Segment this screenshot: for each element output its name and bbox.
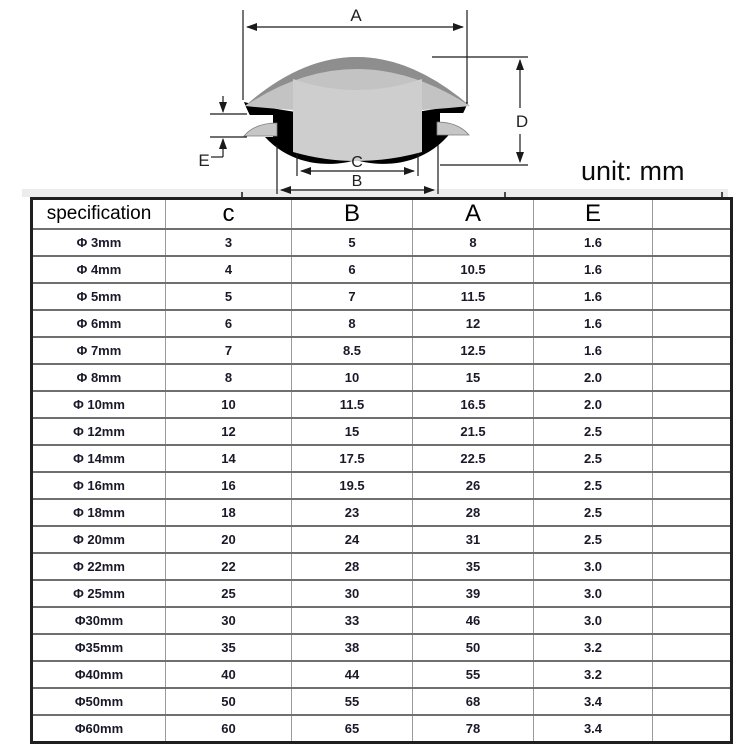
spec-cell: Φ 20mm — [32, 526, 166, 553]
spec-cell: Φ40mm — [32, 661, 166, 688]
table-row — [32, 688, 732, 715]
value-cell: 7 — [166, 337, 292, 364]
value-cell — [653, 499, 732, 526]
value-cell: 35 — [413, 553, 534, 580]
spec-cell: Φ 14mm — [32, 445, 166, 472]
value-cell: 16.5 — [413, 391, 534, 418]
value-cell: 11.5 — [413, 283, 534, 310]
value-cell: 19.5 — [292, 472, 413, 499]
value-cell: 8 — [166, 364, 292, 391]
spec-cell: Φ 4mm — [32, 256, 166, 283]
value-cell: 21.5 — [413, 418, 534, 445]
value-cell: 2.5 — [534, 418, 653, 445]
value-cell: 12 — [413, 310, 534, 337]
value-cell: 3.4 — [534, 715, 653, 743]
table-row — [32, 418, 732, 445]
column-header: c — [166, 199, 292, 230]
value-cell: 40 — [166, 661, 292, 688]
value-cell — [653, 283, 732, 310]
value-cell: 10.5 — [413, 256, 534, 283]
value-cell: 8 — [292, 310, 413, 337]
spec-table — [30, 197, 733, 744]
table-row — [32, 310, 732, 337]
value-cell: 12 — [166, 418, 292, 445]
value-cell: 60 — [166, 715, 292, 743]
table-row — [32, 337, 732, 364]
value-cell — [653, 688, 732, 715]
value-cell: 50 — [413, 634, 534, 661]
table-row — [32, 256, 732, 283]
table-row — [32, 391, 732, 418]
dim-C-label: C — [351, 154, 363, 171]
value-cell — [653, 229, 732, 256]
value-cell: 33 — [292, 607, 413, 634]
value-cell — [653, 634, 732, 661]
value-cell: 8 — [413, 229, 534, 256]
value-cell: 11.5 — [292, 391, 413, 418]
table-row — [32, 607, 732, 634]
table-row — [32, 715, 732, 743]
value-cell: 2.5 — [534, 472, 653, 499]
value-cell — [653, 580, 732, 607]
value-cell: 25 — [166, 580, 292, 607]
value-cell: 5 — [166, 283, 292, 310]
value-cell: 4 — [166, 256, 292, 283]
value-cell: 2.0 — [534, 391, 653, 418]
value-cell: 14 — [166, 445, 292, 472]
spec-cell: Φ 12mm — [32, 418, 166, 445]
value-cell: 6 — [292, 256, 413, 283]
value-cell: 28 — [292, 553, 413, 580]
spec-cell: Φ 3mm — [32, 229, 166, 256]
value-cell: 15 — [413, 364, 534, 391]
dim-E-label: E — [198, 151, 210, 170]
value-cell: 55 — [413, 661, 534, 688]
value-cell: 7 — [292, 283, 413, 310]
value-cell: 46 — [413, 607, 534, 634]
value-cell: 6 — [166, 310, 292, 337]
value-cell: 1.6 — [534, 310, 653, 337]
value-cell: 39 — [413, 580, 534, 607]
table-row — [32, 364, 732, 391]
table-row — [32, 229, 732, 256]
value-cell — [653, 337, 732, 364]
value-cell: 3.4 — [534, 688, 653, 715]
value-cell — [653, 553, 732, 580]
value-cell: 8.5 — [292, 337, 413, 364]
value-cell: 22 — [166, 553, 292, 580]
value-cell: 26 — [413, 472, 534, 499]
value-cell: 50 — [166, 688, 292, 715]
value-cell — [653, 715, 732, 743]
spec-cell: Φ 25mm — [32, 580, 166, 607]
spec-cell: Φ 8mm — [32, 364, 166, 391]
value-cell — [653, 391, 732, 418]
grommet-bore — [293, 79, 422, 161]
value-cell: 1.6 — [534, 256, 653, 283]
value-cell: 2.5 — [534, 445, 653, 472]
spec-cell: Φ 10mm — [32, 391, 166, 418]
table-row — [32, 445, 732, 472]
value-cell — [653, 418, 732, 445]
value-cell: 1.6 — [534, 229, 653, 256]
value-cell: 3.0 — [534, 553, 653, 580]
spec-cell: Φ30mm — [32, 607, 166, 634]
header-row — [32, 199, 732, 230]
value-cell: 20 — [166, 526, 292, 553]
value-cell: 12.5 — [413, 337, 534, 364]
value-cell: 10 — [292, 364, 413, 391]
value-cell: 15 — [292, 418, 413, 445]
value-cell: 2.5 — [534, 499, 653, 526]
value-cell — [653, 364, 732, 391]
value-cell: 23 — [292, 499, 413, 526]
table-row — [32, 580, 732, 607]
value-cell: 28 — [413, 499, 534, 526]
value-cell — [653, 661, 732, 688]
value-cell: 16 — [166, 472, 292, 499]
column-header — [653, 199, 732, 230]
spec-cell: Φ 18mm — [32, 499, 166, 526]
value-cell: 3 — [166, 229, 292, 256]
value-cell: 3.2 — [534, 661, 653, 688]
column-header: A — [413, 199, 534, 230]
value-cell: 22.5 — [413, 445, 534, 472]
table-row — [32, 634, 732, 661]
value-cell: 3.2 — [534, 634, 653, 661]
column-header: E — [534, 199, 653, 230]
unit-label: unit: mm — [581, 156, 685, 186]
value-cell — [653, 472, 732, 499]
value-cell: 68 — [413, 688, 534, 715]
dim-D-label: D — [515, 112, 529, 131]
value-cell: 30 — [166, 607, 292, 634]
value-cell — [653, 445, 732, 472]
table-row — [32, 499, 732, 526]
value-cell — [653, 310, 732, 337]
table-row — [32, 283, 732, 310]
value-cell: 3.0 — [534, 607, 653, 634]
value-cell: 24 — [292, 526, 413, 553]
spec-cell: Φ35mm — [32, 634, 166, 661]
spec-cell: Φ 22mm — [32, 553, 166, 580]
value-cell: 38 — [292, 634, 413, 661]
value-cell: 1.6 — [534, 337, 653, 364]
table-row — [32, 553, 732, 580]
table-row — [32, 526, 732, 553]
value-cell: 35 — [166, 634, 292, 661]
value-cell — [653, 526, 732, 553]
value-cell: 17.5 — [292, 445, 413, 472]
table-row — [32, 661, 732, 688]
spec-cell: Φ 7mm — [32, 337, 166, 364]
value-cell: 65 — [292, 715, 413, 743]
value-cell: 2.0 — [534, 364, 653, 391]
value-cell: 44 — [292, 661, 413, 688]
value-cell: 1.6 — [534, 283, 653, 310]
column-header: specification — [46, 203, 152, 224]
dim-A-label: A — [350, 6, 362, 25]
value-cell: 3.0 — [534, 580, 653, 607]
value-cell: 30 — [292, 580, 413, 607]
spec-cell: Φ60mm — [32, 715, 166, 743]
value-cell — [653, 607, 732, 634]
dim-B-label: B — [351, 173, 363, 190]
spec-cell: Φ 5mm — [32, 283, 166, 310]
table-row — [32, 472, 732, 499]
column-header: B — [292, 199, 413, 230]
spec-cell: Φ 6mm — [32, 310, 166, 337]
value-cell: 55 — [292, 688, 413, 715]
value-cell: 78 — [413, 715, 534, 743]
value-cell: 18 — [166, 499, 292, 526]
value-cell: 5 — [292, 229, 413, 256]
spec-cell: Φ 16mm — [32, 472, 166, 499]
spec-cell: Φ50mm — [32, 688, 166, 715]
value-cell — [653, 256, 732, 283]
value-cell: 2.5 — [534, 526, 653, 553]
value-cell: 10 — [166, 391, 292, 418]
value-cell: 31 — [413, 526, 534, 553]
